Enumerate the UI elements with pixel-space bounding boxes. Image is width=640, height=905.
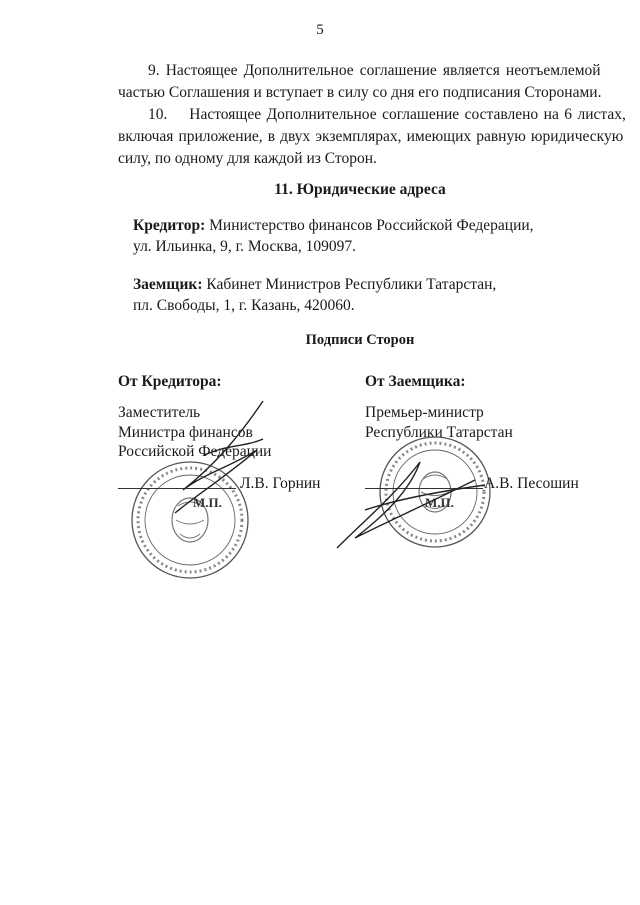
creditor-title-line-1: Заместитель bbox=[118, 404, 201, 421]
borrower-signatory-name: А.В. Песошин bbox=[484, 475, 579, 492]
borrower-title-line-2: Республики Татарстан bbox=[365, 424, 513, 441]
creditor-address-block bbox=[133, 217, 534, 235]
creditor-address: ул. Ильинка, 9, г. Москва, 109097. bbox=[133, 238, 356, 255]
addresses-heading: 11. Юридические адреса bbox=[274, 181, 446, 198]
clause-10-line-3: силу, по одному для каждой из Сторон. bbox=[118, 150, 377, 167]
creditor-signature-header: От Кредитора: bbox=[118, 373, 222, 390]
borrower-seal-mark: М.П. bbox=[425, 495, 454, 510]
creditor-title-line-2: Министра финансов bbox=[118, 424, 253, 441]
borrower-label: Заемщик: bbox=[133, 276, 203, 293]
clause-10-line-1: 10. Настоящее Дополнительное соглашение составлено на 6 листах, bbox=[148, 106, 626, 123]
borrower-signature-header: От Заемщика: bbox=[365, 373, 466, 390]
borrower-name: Кабинет Министров Республики Татарстан, bbox=[206, 276, 497, 293]
signatures-heading: Подписи Сторон bbox=[305, 332, 415, 348]
clause-10-line-2: включая приложение, в двух экземплярах, имеющих равную юридическую bbox=[118, 128, 624, 145]
borrower-title-line-1: Премьер-министр bbox=[365, 404, 484, 421]
creditor-signatory-name: Л.В. Горнин bbox=[240, 475, 321, 492]
borrower-address-block bbox=[133, 276, 496, 294]
creditor-signature-scribble bbox=[145, 395, 275, 525]
creditor-name: Министерство финансов Российской Федерации, bbox=[209, 217, 534, 234]
page-number: 5 bbox=[316, 22, 324, 38]
clause-9-line-1: 9. Настоящее Дополнительное соглашение является неотъемлемой bbox=[148, 62, 601, 79]
borrower-signature-scribble bbox=[325, 440, 495, 555]
creditor-label: Кредитор: bbox=[133, 217, 206, 234]
clause-9-line-2: частью Соглашения и вступает в силу со дня его подписания Сторонами. bbox=[118, 84, 602, 101]
creditor-seal-mark: М.П. bbox=[193, 495, 222, 510]
borrower-address: пл. Свободы, 1, г. Казань, 420060. bbox=[133, 297, 355, 314]
creditor-title-line-3: Российской Федерации bbox=[118, 443, 272, 460]
